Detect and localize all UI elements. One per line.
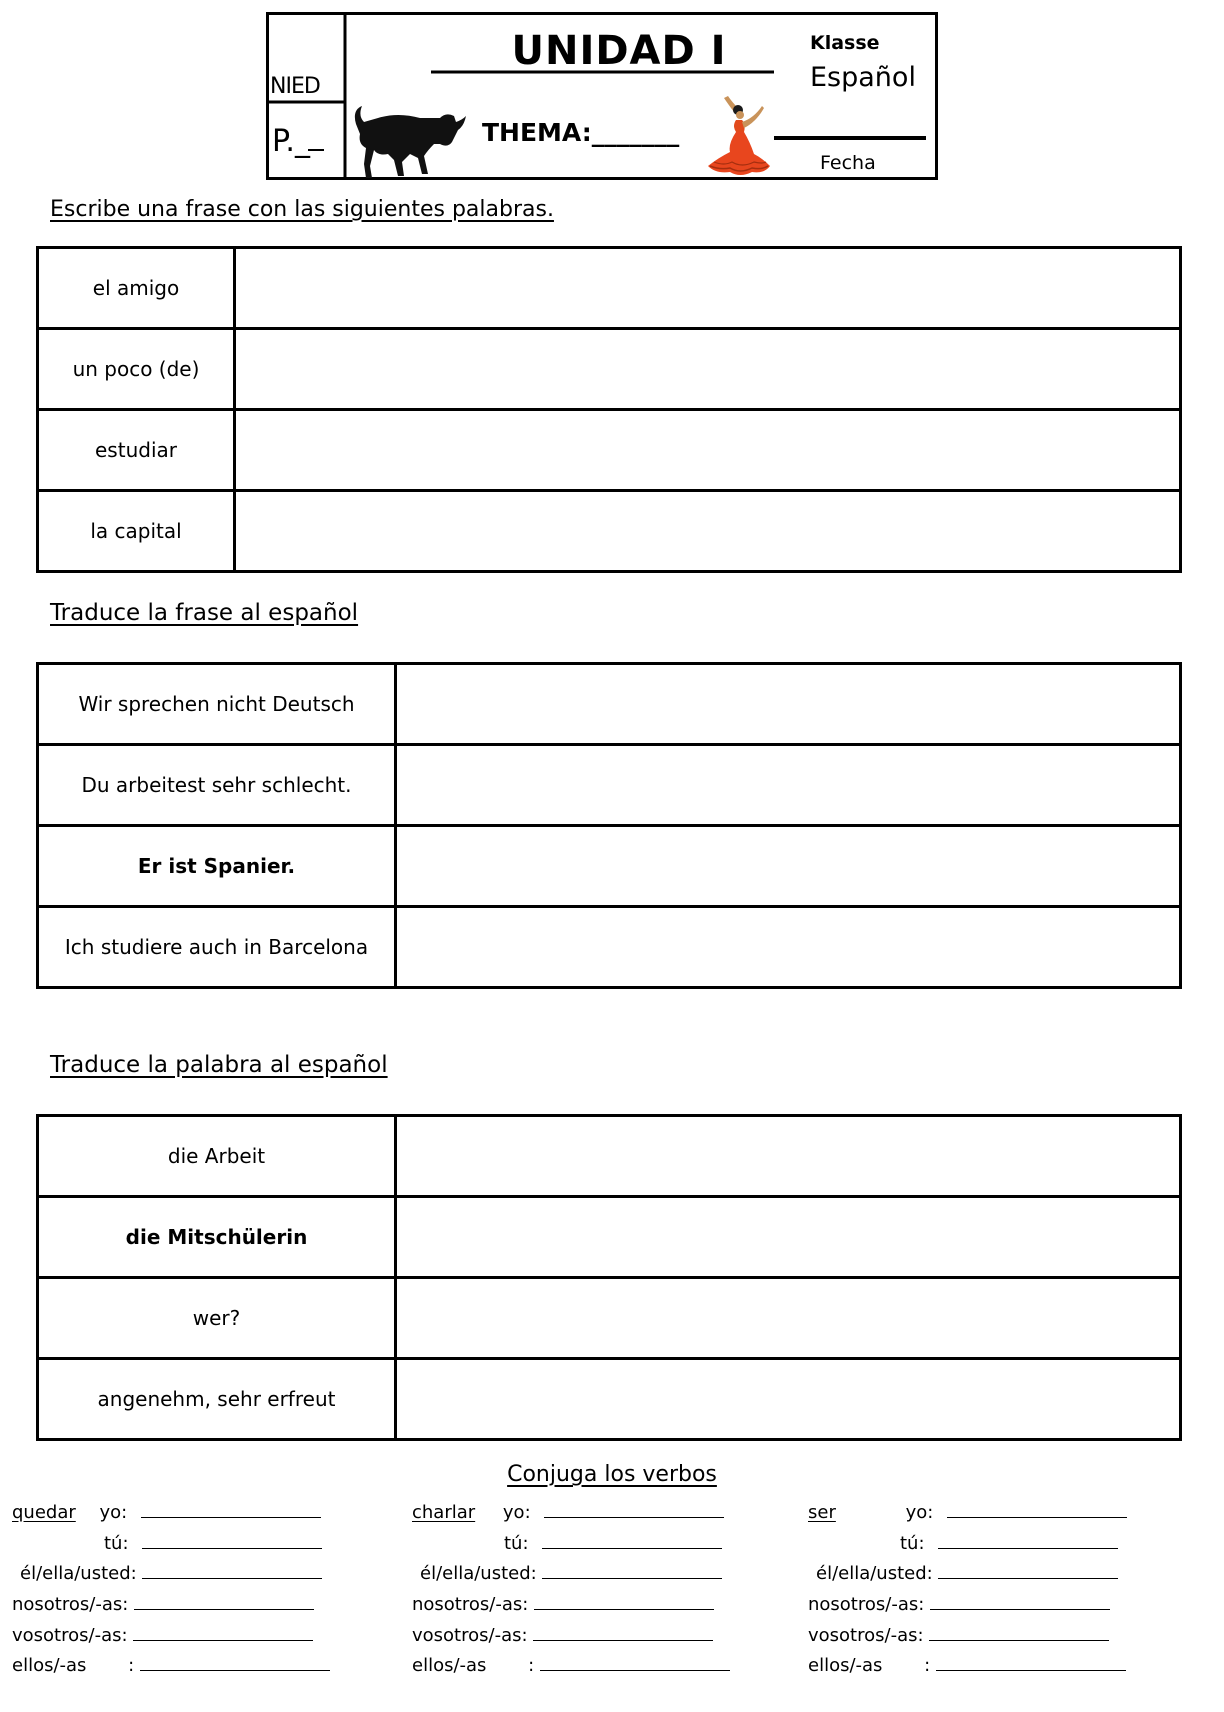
pronoun-label: él/ella/usted: <box>816 1563 933 1584</box>
section3-title: Traduce la palabra al español <box>50 1052 388 1078</box>
conj-row <box>12 1594 314 1615</box>
pronoun-label: yo: <box>905 1502 934 1523</box>
answer-cell[interactable] <box>235 491 1181 572</box>
page-number-label: P._ <box>272 124 310 159</box>
colon-label: : <box>528 1655 535 1676</box>
verb-charlar: charlar <box>412 1502 476 1523</box>
answer-cell[interactable] <box>235 410 1181 491</box>
prompt-cell: un poco (de) <box>38 329 235 410</box>
answer-cell[interactable] <box>396 826 1181 907</box>
answer-blank[interactable] <box>542 1534 722 1549</box>
answer-cell[interactable] <box>396 907 1181 988</box>
table-row <box>38 1278 1181 1359</box>
pronoun-label: tú: <box>900 1533 925 1554</box>
answer-blank[interactable] <box>544 1503 724 1518</box>
pronoun-label: él/ella/usted: <box>20 1563 137 1584</box>
colon-label: : <box>924 1655 931 1676</box>
pronoun-label: ellos/-as <box>12 1655 87 1676</box>
pronoun-label: nosotros/-as: <box>412 1594 529 1615</box>
section3-table <box>36 1114 1182 1441</box>
nied-logo: NIED <box>270 74 320 99</box>
colon-label: : <box>128 1655 135 1676</box>
section2-title: Traduce la frase al español <box>50 600 359 626</box>
answer-blank[interactable] <box>929 1626 1109 1641</box>
table-row <box>38 248 1181 329</box>
conj-row <box>12 1625 313 1646</box>
answer-cell[interactable] <box>396 664 1181 745</box>
answer-blank[interactable] <box>947 1503 1127 1518</box>
section4-title <box>0 1462 1224 1487</box>
conj-row <box>12 1655 330 1676</box>
pronoun-label: él/ella/usted: <box>420 1563 537 1584</box>
pronoun-label: nosotros/-as: <box>12 1594 129 1615</box>
answer-blank[interactable] <box>142 1564 322 1579</box>
pronoun-label: yo: <box>99 1502 128 1523</box>
verb-quedar: quedar <box>12 1502 76 1523</box>
section1-table <box>36 246 1182 573</box>
answer-blank[interactable] <box>938 1534 1118 1549</box>
worksheet-title: UNIDAD I <box>511 28 727 74</box>
answer-cell[interactable] <box>396 745 1181 826</box>
conj-row <box>900 1533 1118 1554</box>
klasse-label: Klasse <box>810 32 880 54</box>
answer-blank[interactable] <box>542 1564 722 1579</box>
pronoun-label: tú: <box>504 1533 529 1554</box>
pronoun-label: tú: <box>104 1533 129 1554</box>
table-row <box>38 664 1181 745</box>
answer-blank[interactable] <box>930 1595 1110 1610</box>
answer-cell[interactable] <box>396 1116 1181 1197</box>
section2-table <box>36 662 1182 989</box>
table-row <box>38 907 1181 988</box>
table-row <box>38 1197 1181 1278</box>
prompt-cell: die Arbeit <box>38 1116 396 1197</box>
conj-row <box>808 1502 1127 1523</box>
conj-row <box>808 1625 1109 1646</box>
answer-cell[interactable] <box>396 1278 1181 1359</box>
prompt-cell: estudiar <box>38 410 235 491</box>
conj-row <box>412 1594 714 1615</box>
pronoun-label: ellos/-as <box>808 1655 883 1676</box>
prompt-cell: angenehm, sehr erfreut <box>38 1359 396 1440</box>
prompt-cell: Wir sprechen nicht Deutsch <box>38 664 396 745</box>
section4-title-text: Conjuga los verbos <box>507 1462 717 1487</box>
table-row <box>38 745 1181 826</box>
answer-cell[interactable] <box>396 1359 1181 1440</box>
conj-row <box>816 1563 1118 1584</box>
conj-row <box>12 1502 321 1523</box>
pronoun-label: ellos/-as <box>412 1655 487 1676</box>
thema-label: THEMA:_______ <box>482 118 680 147</box>
answer-blank[interactable] <box>938 1564 1118 1579</box>
worksheet-header <box>266 12 938 180</box>
conj-row <box>412 1655 730 1676</box>
table-row <box>38 329 1181 410</box>
table-row <box>38 491 1181 572</box>
answer-blank[interactable] <box>540 1656 730 1671</box>
prompt-cell: Ich studiere auch in Barcelona <box>38 907 396 988</box>
answer-blank[interactable] <box>133 1626 313 1641</box>
answer-blank[interactable] <box>140 1656 330 1671</box>
answer-cell[interactable] <box>396 1197 1181 1278</box>
pronoun-label: yo: <box>502 1502 531 1523</box>
conj-row <box>808 1594 1110 1615</box>
pronoun-label: vosotros/-as: <box>808 1625 924 1646</box>
conj-row <box>104 1533 322 1554</box>
answer-blank[interactable] <box>534 1595 714 1610</box>
flamenco-dancer-icon <box>700 96 774 180</box>
pronoun-label: vosotros/-as: <box>12 1625 128 1646</box>
pronoun-label: vosotros/-as: <box>412 1625 528 1646</box>
table-row <box>38 410 1181 491</box>
table-row <box>38 1359 1181 1440</box>
answer-blank[interactable] <box>936 1656 1126 1671</box>
prompt-cell: Du arbeitest sehr schlecht. <box>38 745 396 826</box>
prompt-cell: wer? <box>38 1278 396 1359</box>
answer-blank[interactable] <box>142 1534 322 1549</box>
answer-cell[interactable] <box>235 329 1181 410</box>
conj-row <box>420 1563 722 1584</box>
prompt-cell: el amigo <box>38 248 235 329</box>
pronoun-label: nosotros/-as: <box>808 1594 925 1615</box>
section1-title: Escribe una frase con las siguientes palabras. <box>50 197 554 222</box>
answer-cell[interactable] <box>235 248 1181 329</box>
conj-row <box>808 1655 1126 1676</box>
prompt-cell: Er ist Spanier. <box>38 826 396 907</box>
bull-icon <box>348 104 474 180</box>
conj-row <box>20 1563 322 1584</box>
conj-row <box>412 1625 713 1646</box>
prompt-cell: la capital <box>38 491 235 572</box>
table-row <box>38 826 1181 907</box>
answer-blank[interactable] <box>533 1626 713 1641</box>
answer-blank[interactable] <box>134 1595 314 1610</box>
subject-label: Español <box>810 62 916 93</box>
answer-blank[interactable] <box>141 1503 321 1518</box>
table-row <box>38 1116 1181 1197</box>
conj-row <box>504 1533 722 1554</box>
conj-row <box>412 1502 724 1523</box>
fecha-label: Fecha <box>820 152 876 174</box>
verb-ser: ser <box>808 1502 836 1523</box>
prompt-cell: die Mitschülerin <box>38 1197 396 1278</box>
